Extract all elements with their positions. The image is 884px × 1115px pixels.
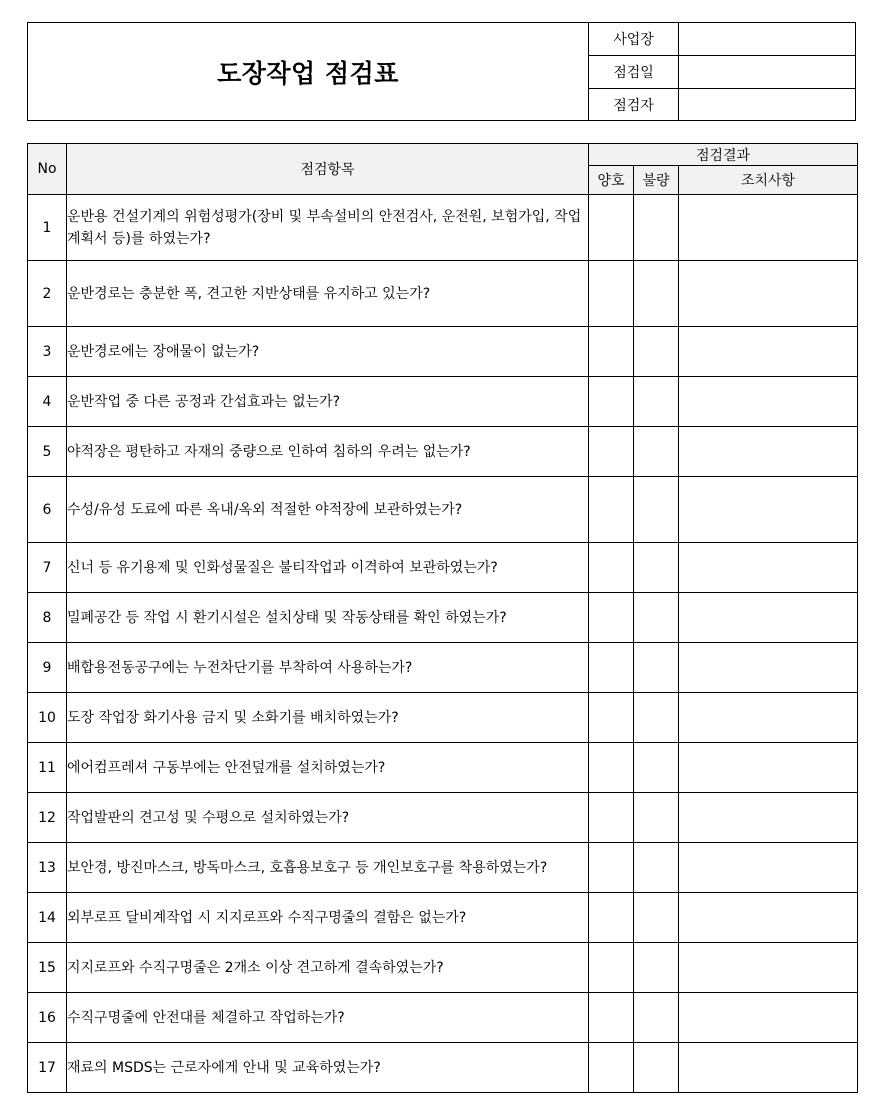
check-item-text: 에어컴프레셔 구동부에는 안전덮개를 설치하였는가? — [67, 743, 589, 793]
bad-check-cell[interactable] — [634, 1043, 679, 1093]
action-input-cell[interactable] — [679, 327, 858, 377]
action-input-cell[interactable] — [679, 943, 858, 993]
field-label: 사업장 — [589, 23, 679, 55]
good-check-cell[interactable] — [589, 793, 634, 843]
table-row — [28, 543, 858, 593]
bad-check-cell[interactable] — [634, 693, 679, 743]
table-row — [28, 427, 858, 477]
action-input-cell[interactable] — [679, 843, 858, 893]
row-number: 5 — [28, 427, 67, 477]
good-check-cell[interactable] — [589, 427, 634, 477]
table-row — [28, 477, 858, 543]
check-item-text: 지지로프와 수직구명줄은 2개소 이상 견고하게 결속하였는가? — [67, 943, 589, 993]
row-number: 13 — [28, 843, 67, 893]
table-row — [28, 195, 858, 261]
table-row — [28, 893, 858, 943]
row-number: 8 — [28, 593, 67, 643]
bad-check-cell[interactable] — [634, 195, 679, 261]
table-row — [28, 693, 858, 743]
bad-check-cell[interactable] — [634, 327, 679, 377]
inspector-input[interactable] — [679, 89, 855, 120]
col-header-bad: 불량 — [634, 166, 679, 195]
row-number: 1 — [28, 195, 67, 261]
check-item-text: 운반용 건설기계의 위험성평가(장비 및 부속설비의 안전검사, 운전원, 보험가입, 작업계획서 등)를 하였는가? — [67, 195, 589, 261]
row-number: 7 — [28, 543, 67, 593]
bad-check-cell[interactable] — [634, 743, 679, 793]
table-row — [28, 643, 858, 693]
col-header-good: 양호 — [589, 166, 634, 195]
table-row — [28, 793, 858, 843]
action-input-cell[interactable] — [679, 1043, 858, 1093]
good-check-cell[interactable] — [589, 843, 634, 893]
checklist-table — [27, 143, 858, 1093]
row-number: 6 — [28, 477, 67, 543]
good-check-cell[interactable] — [589, 593, 634, 643]
bad-check-cell[interactable] — [634, 793, 679, 843]
check-item-text: 야적장은 평탄하고 자재의 중량으로 인하여 침하의 우려는 없는가? — [67, 427, 589, 477]
action-input-cell[interactable] — [679, 743, 858, 793]
table-row — [28, 743, 858, 793]
col-header-action: 조치사항 — [679, 166, 858, 195]
row-number: 3 — [28, 327, 67, 377]
good-check-cell[interactable] — [589, 327, 634, 377]
field-worksite — [589, 23, 855, 56]
field-inspector — [589, 89, 855, 120]
good-check-cell[interactable] — [589, 893, 634, 943]
bad-check-cell[interactable] — [634, 943, 679, 993]
row-number: 12 — [28, 793, 67, 843]
field-inspection-date — [589, 56, 855, 89]
good-check-cell[interactable] — [589, 1043, 634, 1093]
check-item-text: 밀폐공간 등 작업 시 환기시설은 설치상태 및 작동상태를 확인 하였는가? — [67, 593, 589, 643]
row-number: 11 — [28, 743, 67, 793]
check-item-text: 외부로프 달비계작업 시 지지로프와 수직구명줄의 결함은 없는가? — [67, 893, 589, 943]
bad-check-cell[interactable] — [634, 593, 679, 643]
table-row — [28, 993, 858, 1043]
check-item-text: 수성/유성 도료에 따른 옥내/옥외 적절한 야적장에 보관하였는가? — [67, 477, 589, 543]
action-input-cell[interactable] — [679, 261, 858, 327]
good-check-cell[interactable] — [589, 195, 634, 261]
good-check-cell[interactable] — [589, 543, 634, 593]
bad-check-cell[interactable] — [634, 261, 679, 327]
check-item-text: 배합용전동공구에는 누전차단기를 부착하여 사용하는가? — [67, 643, 589, 693]
check-item-text: 신너 등 유기용제 및 인화성물질은 불티작업과 이격하여 보관하였는가? — [67, 543, 589, 593]
check-item-text: 재료의 MSDS는 근로자에게 안내 및 교육하였는가? — [67, 1043, 589, 1093]
inspection-date-input[interactable] — [679, 56, 855, 88]
check-item-text: 보안경, 방진마스크, 방독마스크, 호흡용보호구 등 개인보호구를 착용하였는가? — [67, 843, 589, 893]
check-item-text: 도장 작업장 화기사용 금지 및 소화기를 배치하였는가? — [67, 693, 589, 743]
action-input-cell[interactable] — [679, 893, 858, 943]
row-number: 10 — [28, 693, 67, 743]
row-number: 2 — [28, 261, 67, 327]
bad-check-cell[interactable] — [634, 427, 679, 477]
action-input-cell[interactable] — [679, 643, 858, 693]
bad-check-cell[interactable] — [634, 843, 679, 893]
action-input-cell[interactable] — [679, 427, 858, 477]
header-box — [27, 22, 856, 121]
action-input-cell[interactable] — [679, 377, 858, 427]
row-number: 4 — [28, 377, 67, 427]
good-check-cell[interactable] — [589, 743, 634, 793]
action-input-cell[interactable] — [679, 793, 858, 843]
row-number: 17 — [28, 1043, 67, 1093]
col-header-no: No — [28, 144, 67, 195]
check-item-text: 운반경로는 충분한 폭, 견고한 지반상태를 유지하고 있는가? — [67, 261, 589, 327]
action-input-cell[interactable] — [679, 477, 858, 543]
row-number: 9 — [28, 643, 67, 693]
table-row — [28, 943, 858, 993]
action-input-cell[interactable] — [679, 195, 858, 261]
check-item-text: 운반작업 중 다른 공정과 간섭효과는 없는가? — [67, 377, 589, 427]
row-number: 15 — [28, 943, 67, 993]
good-check-cell[interactable] — [589, 993, 634, 1043]
good-check-cell[interactable] — [589, 693, 634, 743]
bad-check-cell[interactable] — [634, 643, 679, 693]
bad-check-cell[interactable] — [634, 993, 679, 1043]
table-row — [28, 377, 858, 427]
bad-check-cell[interactable] — [634, 377, 679, 427]
table-row — [28, 843, 858, 893]
bad-check-cell[interactable] — [634, 893, 679, 943]
good-check-cell[interactable] — [589, 943, 634, 993]
good-check-cell[interactable] — [589, 477, 634, 543]
good-check-cell[interactable] — [589, 377, 634, 427]
row-number: 14 — [28, 893, 67, 943]
good-check-cell[interactable] — [589, 643, 634, 693]
field-label: 점검일 — [589, 56, 679, 88]
bad-check-cell[interactable] — [634, 477, 679, 543]
worksite-input[interactable] — [679, 23, 855, 55]
field-label: 점검자 — [589, 89, 679, 120]
col-header-result-group: 점검결과 — [589, 144, 858, 166]
action-input-cell[interactable] — [679, 593, 858, 643]
check-item-text: 수직구명줄에 안전대를 체결하고 작업하는가? — [67, 993, 589, 1043]
table-row — [28, 327, 858, 377]
table-row — [28, 593, 858, 643]
table-row — [28, 261, 858, 327]
check-item-text: 작업발판의 견고성 및 수평으로 설치하였는가? — [67, 793, 589, 843]
good-check-cell[interactable] — [589, 261, 634, 327]
action-input-cell[interactable] — [679, 693, 858, 743]
col-header-item: 점검항목 — [67, 144, 589, 195]
row-number: 16 — [28, 993, 67, 1043]
check-item-text: 운반경로에는 장애물이 없는가? — [67, 327, 589, 377]
bad-check-cell[interactable] — [634, 543, 679, 593]
page-title: 도장작업 점검표 — [28, 23, 589, 120]
action-input-cell[interactable] — [679, 993, 858, 1043]
table-row — [28, 1043, 858, 1093]
action-input-cell[interactable] — [679, 543, 858, 593]
